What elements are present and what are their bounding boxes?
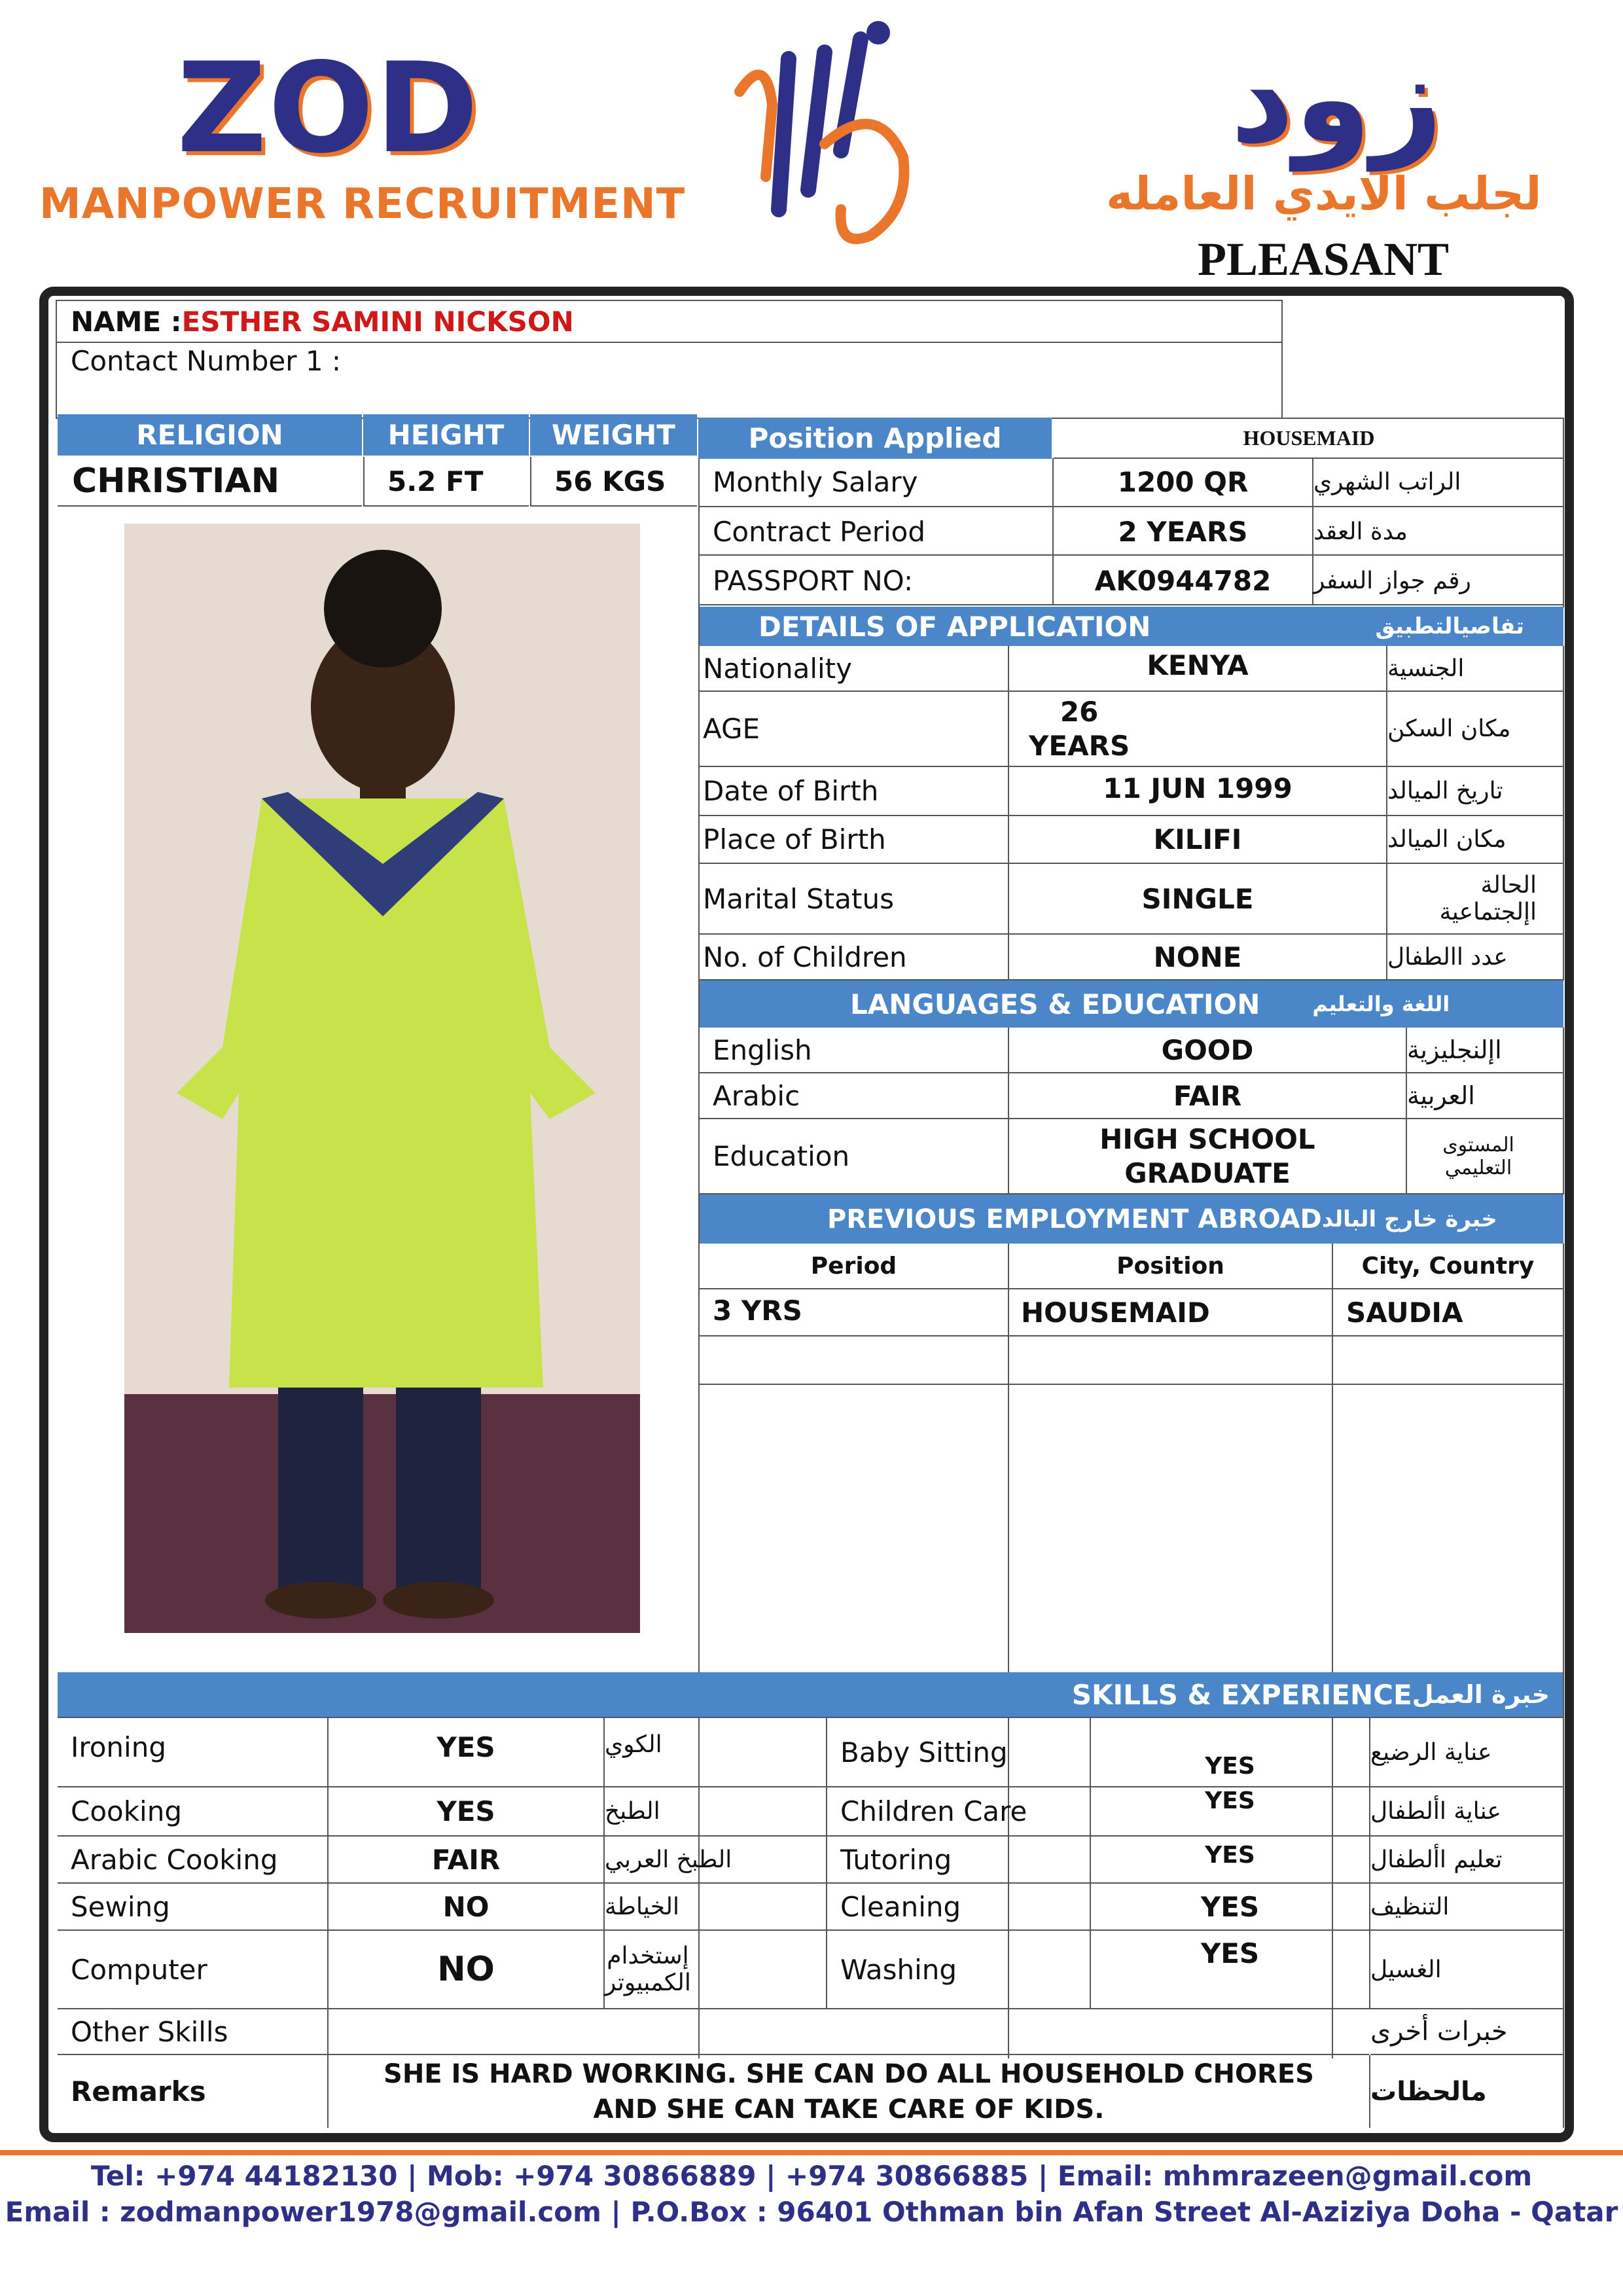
skill-baby-sitting-label: Baby Sitting [827, 1718, 1090, 1787]
english-arabic: اإلنجليزية [1407, 1028, 1563, 1073]
salary-arabic: الراتب الشهري [1313, 458, 1563, 507]
contact-label: Contact Number 1 : [71, 344, 342, 377]
remarks-label: Remarks [71, 2075, 206, 2108]
dob-label: Date of Birth [700, 767, 1008, 816]
skill-cleaning-label: Cleaning [827, 1884, 1090, 1931]
employment-row-position: HOUSEMAID [1009, 1289, 1332, 1336]
passport-label: PASSPORT NO: [700, 557, 1053, 605]
employment-col-position: Position [1009, 1244, 1332, 1289]
skill-baby-sitting-arabic: عناية الرضيع [1370, 1718, 1563, 1787]
marital-label: Marital Status [700, 864, 1008, 935]
skill-arabic-cooking-value: FAIR [329, 1837, 603, 1884]
nationality-value: KENYA [1009, 646, 1386, 692]
skill-ironing-arabic: الكوي [605, 1718, 826, 1787]
details-title: DETAILS OF APPLICATION [758, 610, 1151, 643]
employment-col-city: City, Country [1333, 1244, 1563, 1289]
remarks-value: SHE IS HARD WORKING. SHE CAN DO ALL HOUSEHOLD CHORES AND SHE CAN TAKE CARE OF KIDS. [383, 2058, 1314, 2125]
contract-period-arabic: مدة العقد [1313, 509, 1563, 556]
skill-baby-sitting-value: YES [1091, 1718, 1369, 1787]
name-row [71, 302, 574, 340]
education-arabic: المستوى التعليمي [1407, 1119, 1563, 1194]
religion-header: RELIGION [58, 414, 362, 456]
skill-sewing-value: NO [329, 1884, 603, 1931]
employment-title-arabic: خبرة خارج البالد [1321, 1206, 1497, 1232]
education-value: HIGH SCHOOL GRADUATE [1009, 1119, 1406, 1194]
employment-row-city: SAUDIA [1333, 1289, 1563, 1336]
religion-value: CHRISTIAN [58, 457, 362, 507]
english-label: English [700, 1028, 1008, 1073]
education-label: Education [700, 1119, 1008, 1194]
skill-washing-value: YES [1091, 1931, 1369, 2009]
skill-cleaning-arabic: التنظيف [1370, 1884, 1563, 1931]
name-label: NAME : [71, 305, 182, 338]
arabic-label: Arabic [700, 1073, 1008, 1119]
height-value: 5.2 FT [363, 457, 529, 507]
pob-arabic: مكان الميالد [1387, 816, 1563, 864]
other-skills-value [329, 2009, 1369, 2055]
footer-divider [0, 2150, 1623, 2155]
marital-value: SINGLE [1009, 864, 1386, 935]
weight-header: WEIGHT [530, 414, 697, 456]
arabic-value: FAIR [1009, 1073, 1406, 1119]
skill-cooking-value: YES [329, 1787, 603, 1837]
skill-tutoring-value: YES [1091, 1837, 1369, 1884]
skill-tutoring-arabic: تعليم األطفال [1370, 1837, 1563, 1884]
brand-subtitle: MANPOWER RECRUITMENT [39, 180, 686, 228]
other-skills-label: Other Skills [58, 2009, 327, 2055]
employment-col-period: Period [700, 1244, 1008, 1289]
passport-arabic: رقم جواز السفر [1313, 557, 1563, 605]
dob-arabic: تاريخ الميالد [1387, 767, 1563, 816]
skill-ironing-value: YES [329, 1718, 603, 1787]
company-logo-icon [726, 13, 923, 249]
skills-title: SKILLS & EXPERIENCE [1071, 1678, 1412, 1711]
footer-contact-line-2: Email : zodmanpower1978@gmail.com | P.O.Box : 96401 Othman bin Afan Street Al-Aziziya Doha - Qatar [5, 2196, 1618, 2228]
skill-washing-arabic: الغسيل [1370, 1931, 1563, 2009]
pob-label: Place of Birth [700, 816, 1008, 864]
skill-washing-label: Washing [827, 1931, 1090, 2009]
brand-subtitle-arabic: لجلب الايدي العامله [1106, 167, 1542, 221]
contract-period-label: Contract Period [700, 509, 1053, 556]
details-header [700, 607, 1563, 646]
skill-arabic-cooking-label: Arabic Cooking [58, 1837, 327, 1884]
brand-name-arabic: زود [1230, 26, 1443, 171]
footer-contact-line-1: Tel: +974 44182130 | Mob: +974 30866889 | +974 30866885 | Email: mhmrazeen@gmail.com [90, 2160, 1533, 2192]
dob-value: 11 JUN 1999 [1009, 767, 1386, 816]
employment-header [700, 1194, 1563, 1244]
skill-children-care-label: Children Care [827, 1787, 1090, 1837]
position-value: HOUSEMAID [1054, 418, 1564, 459]
skill-computer-label: Computer [58, 1931, 327, 2009]
marital-arabic: الحالة اإلجتماعية [1387, 864, 1563, 935]
languages-title-arabic: اللغة والتعليم [1312, 992, 1450, 1016]
employment-row-empty [700, 1336, 1563, 1385]
skills-header [58, 1672, 1563, 1717]
children-arabic: عدد االطفال [1387, 935, 1563, 980]
skill-computer-value: NO [329, 1931, 603, 2009]
skill-ironing-label: Ironing [58, 1718, 327, 1787]
salary-label: Monthly Salary [700, 458, 1053, 507]
age-value: 26 YEARS [1009, 692, 1386, 767]
arabic-arabic: العربية [1407, 1073, 1563, 1119]
skill-cooking-arabic: الطبخ [605, 1787, 826, 1837]
skill-sewing-label: Sewing [58, 1884, 327, 1931]
skill-cooking-label: Cooking [58, 1787, 327, 1837]
height-header: HEIGHT [363, 414, 529, 456]
brand-name: ZOD [177, 36, 480, 181]
languages-header [700, 980, 1563, 1028]
skill-computer-arabic: إستخدام الكمبيوتر [605, 1931, 826, 2009]
age-label: AGE [700, 692, 1008, 767]
pob-value: KILIFI [1009, 816, 1386, 864]
skills-title-arabic: خبرة العمل [1412, 1680, 1550, 1709]
candidate-photo [124, 524, 640, 1633]
languages-title: LANGUAGES & EDUCATION [850, 988, 1260, 1020]
remarks-arabic: مالحظات [1370, 2076, 1487, 2107]
weight-value: 56 KGS [530, 457, 697, 507]
details-title-arabic: تفاصيالتطبيق [1375, 613, 1524, 639]
skill-children-care-value: YES [1091, 1787, 1369, 1837]
skill-children-care-arabic: عناية األطفال [1370, 1787, 1563, 1837]
skill-cleaning-value: YES [1091, 1884, 1369, 1931]
salary-value: 1200 QR [1054, 458, 1312, 507]
age-arabic: مكان السكن [1387, 692, 1563, 767]
children-label: No. of Children [700, 935, 1008, 980]
nationality-label: Nationality [700, 646, 1008, 692]
passport-value: AK0944782 [1054, 557, 1312, 605]
english-value: GOOD [1009, 1028, 1406, 1073]
position-header: Position Applied [698, 418, 1052, 459]
skill-sewing-arabic: الخياطة [605, 1884, 826, 1931]
other-skills-arabic: خبرات أخرى [1370, 2009, 1563, 2055]
skill-arabic-cooking-arabic: الطبخ العربي [605, 1837, 826, 1884]
name-value: ESTHER SAMINI NICKSON [181, 305, 574, 338]
company-label: PLEASANT [1198, 233, 1450, 285]
children-value: NONE [1009, 935, 1386, 980]
skill-tutoring-label: Tutoring [827, 1837, 1090, 1884]
employment-title: PREVIOUS EMPLOYMENT ABROAD [827, 1204, 1322, 1234]
employment-row-period: 3 YRS [700, 1289, 1008, 1336]
nationality-arabic: الجنسية [1387, 646, 1563, 692]
contract-period-value: 2 YEARS [1054, 509, 1312, 556]
